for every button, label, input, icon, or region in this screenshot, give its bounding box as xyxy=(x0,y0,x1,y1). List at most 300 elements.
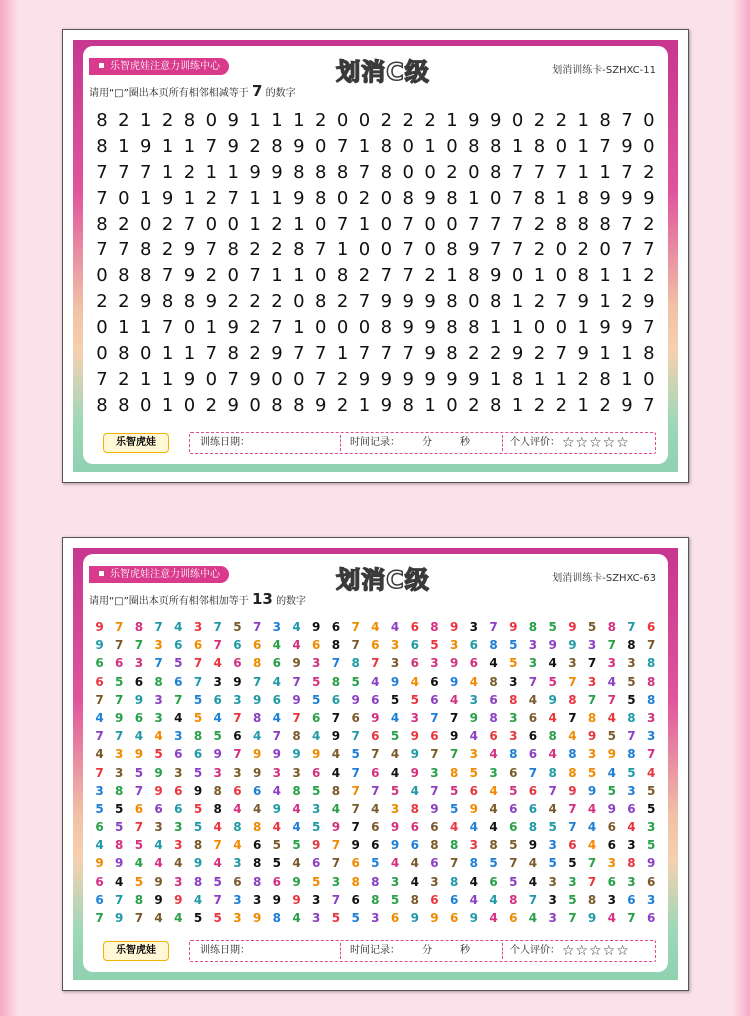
digit-cell[interactable]: 8 xyxy=(193,838,203,853)
digit-cell[interactable]: 5 xyxy=(312,692,321,707)
digit-cell[interactable]: 9 xyxy=(249,368,261,390)
digit-cell[interactable]: 3 xyxy=(469,747,479,762)
digit-cell[interactable]: 3 xyxy=(509,729,518,744)
digit-cell[interactable]: 9 xyxy=(577,343,589,365)
digit-cell[interactable]: 5 xyxy=(607,783,616,798)
digit-cell[interactable]: 8 xyxy=(140,239,152,261)
digit-cell[interactable]: 1 xyxy=(599,265,611,287)
digit-cell[interactable]: 0 xyxy=(227,213,239,235)
digit-cell[interactable]: 8 xyxy=(140,265,152,287)
digit-cell[interactable]: 6 xyxy=(607,838,616,853)
digit-cell[interactable]: 9 xyxy=(424,317,436,339)
digit-cell[interactable]: 7 xyxy=(489,620,498,634)
digit-cell[interactable]: 6 xyxy=(509,911,518,925)
digit-cell[interactable]: 5 xyxy=(410,692,419,707)
digit-cell[interactable]: 4 xyxy=(252,801,262,816)
digit-cell[interactable]: 2 xyxy=(249,135,261,157)
digit-cell[interactable]: 3 xyxy=(607,892,616,907)
digit-cell[interactable]: 6 xyxy=(430,692,439,707)
digit-cell[interactable]: 9 xyxy=(272,747,281,762)
digit-cell[interactable]: 7 xyxy=(599,135,611,157)
digit-cell[interactable]: 5 xyxy=(115,801,124,816)
digit-cell[interactable]: 8 xyxy=(351,874,360,889)
digit-cell[interactable]: 7 xyxy=(643,239,655,261)
digit-cell[interactable]: 1 xyxy=(511,317,524,339)
digit-cell[interactable]: 1 xyxy=(271,265,283,287)
digit-cell[interactable]: 8 xyxy=(607,620,616,634)
digit-cell[interactable]: 6 xyxy=(607,874,616,889)
digit-cell[interactable]: 8 xyxy=(568,747,577,762)
digit-cell[interactable]: 6 xyxy=(489,692,498,707)
digit-cell[interactable]: 0 xyxy=(118,187,130,209)
digit-cell[interactable]: 6 xyxy=(410,838,419,853)
digit-cell[interactable]: 5 xyxy=(509,783,518,798)
digit-cell[interactable]: 1 xyxy=(249,187,261,209)
digit-cell[interactable]: 3 xyxy=(469,620,479,634)
digit-cell[interactable]: 6 xyxy=(174,783,183,798)
digit-cell[interactable]: 6 xyxy=(331,692,341,707)
digit-cell[interactable]: 4 xyxy=(410,783,419,798)
digit-cell[interactable]: 9 xyxy=(193,783,203,798)
digit-cell[interactable]: 9 xyxy=(568,638,577,653)
digit-cell[interactable]: 8 xyxy=(271,394,283,416)
digit-cell[interactable]: 3 xyxy=(252,892,262,907)
digit-cell[interactable]: 1 xyxy=(555,187,568,209)
digit-cell[interactable]: 1 xyxy=(118,317,130,339)
digit-cell[interactable]: 9 xyxy=(599,317,611,339)
digit-cell[interactable]: 7 xyxy=(430,710,439,725)
digit-cell[interactable]: 8 xyxy=(402,187,414,209)
digit-cell[interactable]: 9 xyxy=(227,317,239,339)
digit-cell[interactable]: 4 xyxy=(410,674,419,689)
digit-cell[interactable]: 9 xyxy=(468,110,480,131)
digit-cell[interactable]: 5 xyxy=(390,729,400,744)
digit-cell[interactable]: 2 xyxy=(161,213,174,235)
digit-cell[interactable]: 3 xyxy=(154,820,163,835)
digit-cell[interactable]: 8 xyxy=(555,213,568,235)
digit-cell[interactable]: 6 xyxy=(449,911,459,925)
digit-cell[interactable]: 3 xyxy=(587,674,597,689)
digit-cell[interactable]: 7 xyxy=(511,239,524,261)
digit-cell[interactable]: 5 xyxy=(371,856,380,871)
digit-cell[interactable]: 7 xyxy=(293,343,305,365)
digit-cell[interactable]: 5 xyxy=(390,783,400,798)
digit-cell[interactable]: 7 xyxy=(336,213,349,235)
digit-cell[interactable]: 9 xyxy=(134,747,144,762)
digit-cell[interactable]: 7 xyxy=(233,710,242,725)
digit-cell[interactable]: 1 xyxy=(599,291,611,313)
digit-cell[interactable]: 7 xyxy=(292,674,301,689)
digit-cell[interactable]: 6 xyxy=(154,801,163,816)
digit-cell[interactable]: 7 xyxy=(227,187,239,209)
digit-cell[interactable]: 9 xyxy=(95,856,104,871)
digit-cell[interactable]: 7 xyxy=(331,838,341,853)
digit-cell[interactable]: 7 xyxy=(555,291,568,313)
digit-cell[interactable]: 5 xyxy=(607,729,616,744)
digit-cell[interactable]: 5 xyxy=(647,783,656,798)
digit-cell[interactable]: 4 xyxy=(528,856,538,871)
digit-cell[interactable]: 8 xyxy=(643,343,655,365)
digit-cell[interactable]: 1 xyxy=(161,368,174,390)
digit-cell[interactable]: 1 xyxy=(271,110,283,131)
digit-cell[interactable]: 7 xyxy=(351,620,360,634)
digit-cell[interactable]: 4 xyxy=(627,820,636,835)
digit-cell[interactable]: 9 xyxy=(402,317,414,339)
digit-cell[interactable]: 6 xyxy=(371,729,380,744)
digit-cell[interactable]: 7 xyxy=(449,710,459,725)
digit-cell[interactable]: 3 xyxy=(174,874,183,889)
digit-cell[interactable]: 1 xyxy=(599,161,611,183)
digit-cell[interactable]: 7 xyxy=(358,291,371,313)
digit-cell[interactable]: 5 xyxy=(312,874,321,889)
digit-cell[interactable]: 1 xyxy=(358,394,371,416)
digit-cell[interactable]: 3 xyxy=(390,801,400,816)
digit-cell[interactable]: 7 xyxy=(351,638,360,653)
digit-cell[interactable]: 8 xyxy=(647,656,656,671)
digit-cell[interactable]: 7 xyxy=(568,820,577,835)
digit-cell[interactable]: 7 xyxy=(402,239,414,261)
digit-cell[interactable]: 8 xyxy=(292,729,301,744)
digit-cell[interactable]: 7 xyxy=(95,692,104,707)
digit-cell[interactable]: 7 xyxy=(205,135,218,157)
digit-cell[interactable]: 6 xyxy=(647,620,656,634)
digit-cell[interactable]: 0 xyxy=(358,239,371,261)
digit-cell[interactable]: 7 xyxy=(621,110,633,131)
digit-cell[interactable]: 7 xyxy=(647,747,656,762)
digit-cell[interactable]: 9 xyxy=(621,394,633,416)
digit-cell[interactable]: 9 xyxy=(410,911,419,925)
digit-cell[interactable]: 8 xyxy=(336,161,349,183)
digit-cell[interactable]: 4 xyxy=(390,747,400,762)
digit-cell[interactable]: 7 xyxy=(351,801,360,816)
digit-cell[interactable]: 7 xyxy=(371,783,380,798)
digit-cell[interactable]: 8 xyxy=(193,874,203,889)
digit-cell[interactable]: 8 xyxy=(183,110,196,131)
digit-cell[interactable]: 0 xyxy=(599,239,611,261)
digit-cell[interactable]: 9 xyxy=(469,710,479,725)
digit-cell[interactable]: 3 xyxy=(154,638,163,653)
digit-cell[interactable]: 7 xyxy=(140,161,152,183)
digit-cell[interactable]: 2 xyxy=(643,265,655,287)
digit-cell[interactable]: 9 xyxy=(292,656,301,671)
digit-cell[interactable]: 8 xyxy=(647,674,656,689)
digit-cell[interactable]: 9 xyxy=(548,638,557,653)
digit-cell[interactable]: 5 xyxy=(548,674,557,689)
digit-cell[interactable]: 9 xyxy=(115,911,124,925)
digit-cell[interactable]: 7 xyxy=(587,856,597,871)
digit-cell[interactable]: 3 xyxy=(548,911,557,925)
digit-cell[interactable]: 2 xyxy=(118,291,130,313)
digit-cell[interactable]: 6 xyxy=(509,801,518,816)
digit-cell[interactable]: 0 xyxy=(555,239,568,261)
digit-cell[interactable]: 6 xyxy=(193,638,203,653)
digit-cell[interactable]: 8 xyxy=(96,394,108,416)
digit-cell[interactable]: 4 xyxy=(213,656,222,671)
digit-cell[interactable]: 7 xyxy=(96,187,108,209)
digit-cell[interactable]: 2 xyxy=(643,161,655,183)
digit-cell[interactable]: 1 xyxy=(511,291,524,313)
digit-cell[interactable]: 6 xyxy=(351,710,360,725)
digit-cell[interactable]: 6 xyxy=(351,856,360,871)
digit-cell[interactable]: 6 xyxy=(469,638,479,653)
digit-cell[interactable]: 8 xyxy=(627,710,636,725)
digit-cell[interactable]: 6 xyxy=(331,620,341,634)
digit-cell[interactable]: 9 xyxy=(292,874,301,889)
digit-cell[interactable]: 7 xyxy=(621,161,633,183)
digit-cell[interactable]: 9 xyxy=(154,765,163,780)
digit-cell[interactable]: 2 xyxy=(402,110,414,131)
digit-cell[interactable]: 0 xyxy=(315,213,327,235)
digit-cell[interactable]: 0 xyxy=(402,161,414,183)
digit-cell[interactable]: 7 xyxy=(315,239,327,261)
digit-cell[interactable]: 8 xyxy=(96,135,108,157)
digit-cell[interactable]: 5 xyxy=(193,801,203,816)
digit-cell[interactable]: 7 xyxy=(213,620,222,634)
digit-cell[interactable]: 4 xyxy=(292,801,301,816)
digit-cell[interactable]: 8 xyxy=(315,187,327,209)
digit-cell[interactable]: 8 xyxy=(489,838,498,853)
digit-cell[interactable]: 3 xyxy=(647,820,656,835)
digit-cell[interactable]: 5 xyxy=(95,801,104,816)
digit-cell[interactable]: 5 xyxy=(509,656,518,671)
digit-cell[interactable]: 6 xyxy=(647,911,656,925)
digit-cell[interactable]: 3 xyxy=(430,874,439,889)
digit-cell[interactable]: 5 xyxy=(430,638,439,653)
digit-cell[interactable]: 2 xyxy=(468,394,480,416)
digit-cell[interactable]: 7 xyxy=(227,368,239,390)
digit-cell[interactable]: 4 xyxy=(607,765,616,780)
digit-cell[interactable]: 1 xyxy=(621,343,633,365)
digit-cell[interactable]: 7 xyxy=(118,161,130,183)
digit-cell[interactable]: 2 xyxy=(205,187,218,209)
digit-cell[interactable]: 8 xyxy=(599,110,611,131)
digit-cell[interactable]: 7 xyxy=(315,343,327,365)
digit-cell[interactable]: 1 xyxy=(490,368,502,390)
digit-cell[interactable]: 5 xyxy=(548,620,557,634)
digit-cell[interactable]: 9 xyxy=(271,343,283,365)
digit-cell[interactable]: 8 xyxy=(293,394,305,416)
digit-cell[interactable]: 7 xyxy=(568,674,577,689)
digit-cell[interactable]: 0 xyxy=(555,135,568,157)
digit-cell[interactable]: 4 xyxy=(213,710,222,725)
digit-cell[interactable]: 7 xyxy=(252,620,262,634)
digit-cell[interactable]: 5 xyxy=(548,820,557,835)
digit-cell[interactable]: 3 xyxy=(469,838,479,853)
digit-cell[interactable]: 2 xyxy=(533,239,546,261)
digit-cell[interactable]: 9 xyxy=(351,692,360,707)
digit-cell[interactable]: 3 xyxy=(115,765,124,780)
digit-cell[interactable]: 1 xyxy=(490,317,502,339)
digit-cell[interactable]: 5 xyxy=(134,838,144,853)
digit-cell[interactable]: 2 xyxy=(271,239,283,261)
digit-cell[interactable]: 4 xyxy=(292,638,301,653)
digit-cell[interactable]: 3 xyxy=(174,820,183,835)
digit-cell[interactable]: 0 xyxy=(293,368,305,390)
digit-cell[interactable]: 8 xyxy=(380,161,393,183)
digit-cell[interactable]: 6 xyxy=(528,729,538,744)
digit-cell[interactable]: 4 xyxy=(193,892,203,907)
digit-cell[interactable]: 5 xyxy=(627,765,636,780)
digit-cell[interactable]: 7 xyxy=(95,911,104,925)
digit-cell[interactable]: 9 xyxy=(469,801,479,816)
digit-cell[interactable]: 7 xyxy=(351,783,360,798)
digit-cell[interactable]: 2 xyxy=(336,394,349,416)
digit-cell[interactable]: 6 xyxy=(312,765,321,780)
digit-cell[interactable]: 7 xyxy=(627,620,636,634)
digit-cell[interactable]: 7 xyxy=(430,783,439,798)
digit-cell[interactable]: 9 xyxy=(587,911,597,925)
digit-cell[interactable]: 7 xyxy=(161,317,174,339)
digit-cell[interactable]: 4 xyxy=(174,620,183,634)
digit-cell[interactable]: 7 xyxy=(115,892,124,907)
digit-cell[interactable]: 7 xyxy=(271,317,283,339)
digit-cell[interactable]: 4 xyxy=(587,838,597,853)
digit-cell[interactable]: 5 xyxy=(193,692,203,707)
digit-cell[interactable]: 0 xyxy=(424,239,436,261)
digit-cell[interactable]: 9 xyxy=(449,674,459,689)
digit-cell[interactable]: 5 xyxy=(193,710,203,725)
digit-cell[interactable]: 4 xyxy=(95,710,104,725)
digit-cell[interactable]: 7 xyxy=(205,343,218,365)
digit-cell[interactable]: 4 xyxy=(371,801,380,816)
digit-cell[interactable]: 9 xyxy=(252,692,262,707)
digit-cell[interactable]: 0 xyxy=(643,368,655,390)
digit-cell[interactable]: 6 xyxy=(134,674,144,689)
digit-cell[interactable]: 6 xyxy=(233,729,242,744)
digit-cell[interactable]: 7 xyxy=(548,783,557,798)
digit-cell[interactable]: 1 xyxy=(358,135,371,157)
digit-cell[interactable]: 6 xyxy=(95,674,104,689)
digit-cell[interactable]: 1 xyxy=(293,110,305,131)
digit-cell[interactable]: 9 xyxy=(271,161,283,183)
digit-cell[interactable]: 9 xyxy=(380,291,393,313)
digit-cell[interactable]: 8 xyxy=(446,239,458,261)
digit-cell[interactable]: 9 xyxy=(548,692,557,707)
digit-cell[interactable]: 6 xyxy=(174,801,183,816)
digit-cell[interactable]: 8 xyxy=(371,892,380,907)
digit-cell[interactable]: 0 xyxy=(227,265,239,287)
digit-cell[interactable]: 7 xyxy=(587,656,597,671)
digit-cell[interactable]: 5 xyxy=(587,620,597,634)
digit-cell[interactable]: 8 xyxy=(410,892,419,907)
digit-cell[interactable]: 9 xyxy=(95,620,104,634)
digit-cell[interactable]: 5 xyxy=(272,838,281,853)
digit-cell[interactable]: 6 xyxy=(174,638,183,653)
digit-cell[interactable]: 9 xyxy=(227,394,239,416)
digit-cell[interactable]: 7 xyxy=(402,343,414,365)
digit-cell[interactable]: 0 xyxy=(555,265,568,287)
digit-cell[interactable]: 7 xyxy=(331,892,341,907)
digit-cell[interactable]: 5 xyxy=(115,820,124,835)
digit-cell[interactable]: 6 xyxy=(627,892,636,907)
digit-cell[interactable]: 4 xyxy=(390,856,400,871)
digit-cell[interactable]: 8 xyxy=(533,135,546,157)
digit-cell[interactable]: 9 xyxy=(528,838,538,853)
digit-cell[interactable]: 5 xyxy=(509,638,518,653)
digit-cell[interactable]: 3 xyxy=(430,765,439,780)
digit-cell[interactable]: 0 xyxy=(380,239,393,261)
digit-cell[interactable]: 9 xyxy=(577,291,589,313)
digit-cell[interactable]: 0 xyxy=(402,135,414,157)
digit-cell[interactable]: 1 xyxy=(293,317,305,339)
digit-cell[interactable]: 9 xyxy=(607,801,616,816)
digit-cell[interactable]: 3 xyxy=(371,911,380,925)
digit-cell[interactable]: 3 xyxy=(509,674,518,689)
digit-cell[interactable]: 8 xyxy=(371,874,380,889)
digit-cell[interactable]: 2 xyxy=(118,213,130,235)
digit-cell[interactable]: 1 xyxy=(468,187,480,209)
digit-cell[interactable]: 2 xyxy=(533,110,546,131)
digit-cell[interactable]: 3 xyxy=(233,765,242,780)
digit-cell[interactable]: 8 xyxy=(134,620,144,634)
digit-cell[interactable]: 8 xyxy=(577,213,589,235)
digit-cell[interactable]: 3 xyxy=(331,874,341,889)
digit-cell[interactable]: 9 xyxy=(154,783,163,798)
digit-cell[interactable]: 9 xyxy=(647,856,656,871)
digit-cell[interactable]: 0 xyxy=(446,135,458,157)
digit-cell[interactable]: 5 xyxy=(449,801,459,816)
digit-cell[interactable]: 8 xyxy=(227,239,239,261)
digit-cell[interactable]: 9 xyxy=(115,856,124,871)
digit-cell[interactable]: 3 xyxy=(647,710,656,725)
digit-cell[interactable]: 9 xyxy=(621,187,633,209)
digit-cell[interactable]: 9 xyxy=(424,187,436,209)
digit-cell[interactable]: 9 xyxy=(140,135,152,157)
digit-cell[interactable]: 5 xyxy=(134,765,144,780)
digit-cell[interactable]: 7 xyxy=(511,187,524,209)
digit-cell[interactable]: 5 xyxy=(193,765,203,780)
digit-cell[interactable]: 3 xyxy=(233,911,242,925)
digit-cell[interactable]: 8 xyxy=(490,394,502,416)
digit-cell[interactable]: 7 xyxy=(587,692,597,707)
digit-cell[interactable]: 1 xyxy=(293,265,305,287)
digit-cell[interactable]: 9 xyxy=(293,187,305,209)
digit-cell[interactable]: 1 xyxy=(336,343,349,365)
digit-cell[interactable]: 5 xyxy=(213,874,222,889)
digit-cell[interactable]: 5 xyxy=(331,911,341,925)
digit-cell[interactable]: 0 xyxy=(380,213,393,235)
digit-cell[interactable]: 5 xyxy=(548,856,557,871)
digit-cell[interactable]: 4 xyxy=(489,783,498,798)
digit-cell[interactable]: 8 xyxy=(315,161,327,183)
digit-cell[interactable]: 0 xyxy=(96,317,108,339)
digit-cell[interactable]: 4 xyxy=(528,874,538,889)
digit-cell[interactable]: 7 xyxy=(233,747,242,762)
digit-cell[interactable]: 7 xyxy=(555,161,568,183)
digit-cell[interactable]: 8 xyxy=(115,783,124,798)
digit-cell[interactable]: 6 xyxy=(627,801,636,816)
digit-cell[interactable]: 1 xyxy=(183,187,196,209)
digit-cell[interactable]: 8 xyxy=(490,291,502,313)
digit-cell[interactable]: 9 xyxy=(511,343,524,365)
digit-cell[interactable]: 7 xyxy=(118,239,130,261)
digit-cell[interactable]: 2 xyxy=(96,291,108,313)
digit-cell[interactable]: 4 xyxy=(489,747,498,762)
digit-cell[interactable]: 5 xyxy=(213,911,222,925)
digit-cell[interactable]: 1 xyxy=(249,213,261,235)
digit-cell[interactable]: 9 xyxy=(315,394,327,416)
digit-cell[interactable]: 1 xyxy=(533,265,546,287)
digit-cell[interactable]: 0 xyxy=(446,213,458,235)
digit-cell[interactable]: 3 xyxy=(193,620,203,634)
digit-cell[interactable]: 9 xyxy=(390,838,400,853)
digit-cell[interactable]: 0 xyxy=(643,110,655,131)
digit-cell[interactable]: 7 xyxy=(607,638,616,653)
digit-cell[interactable]: 4 xyxy=(154,911,163,925)
digit-cell[interactable]: 9 xyxy=(183,239,196,261)
digit-cell[interactable]: 6 xyxy=(430,729,439,744)
digit-cell[interactable]: 3 xyxy=(607,856,616,871)
